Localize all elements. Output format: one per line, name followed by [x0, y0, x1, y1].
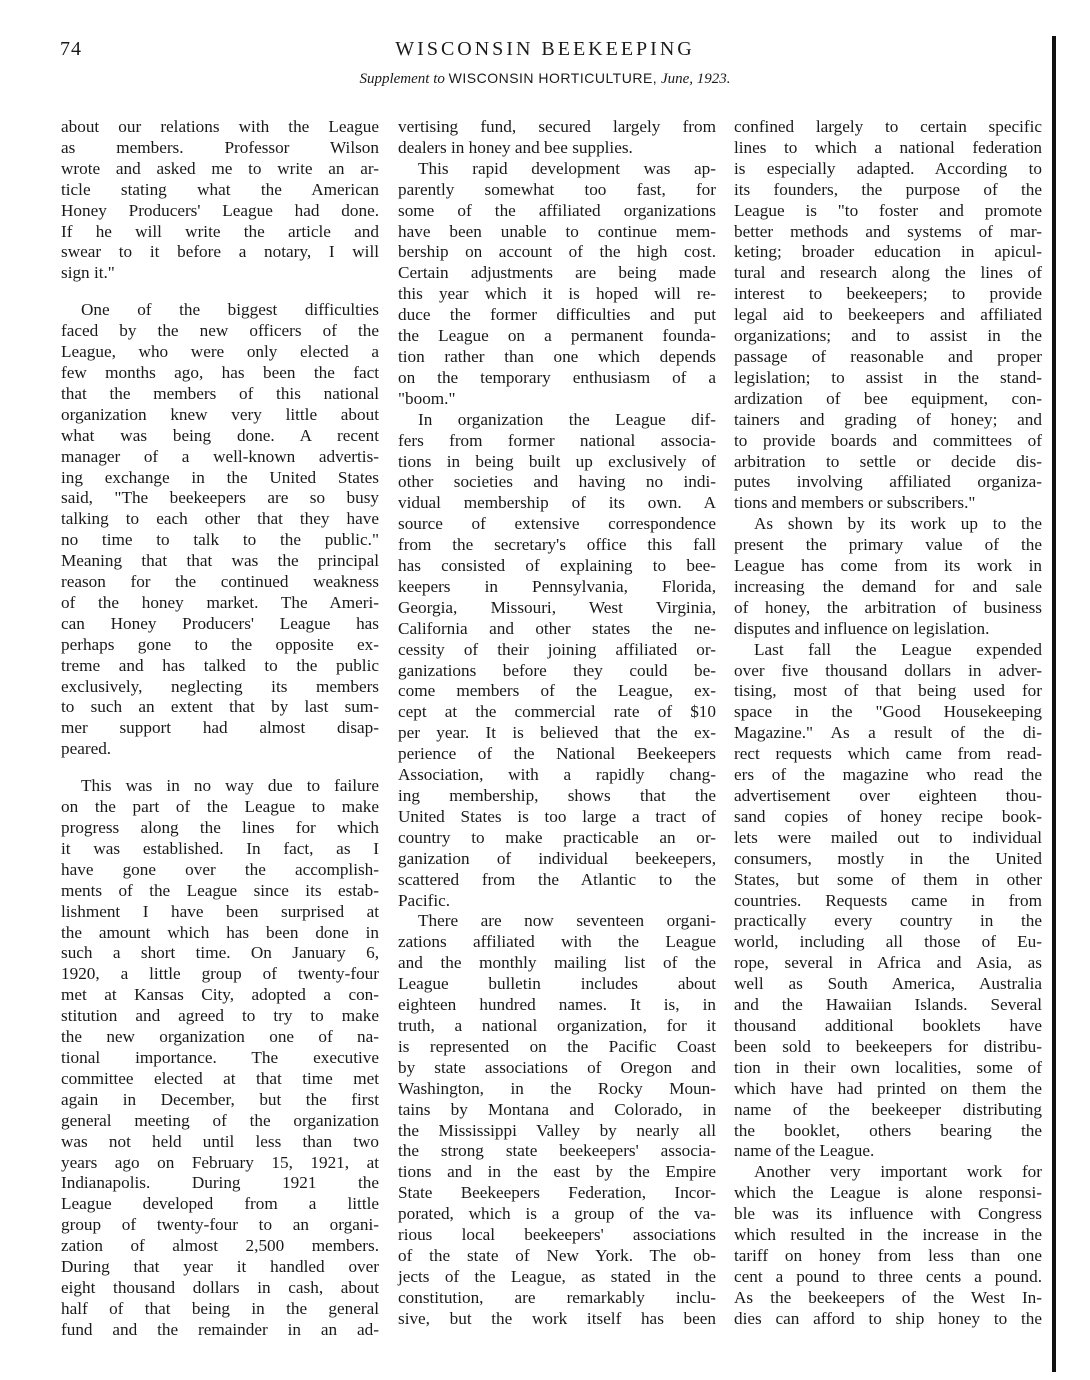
text-line: cept at the commercial rate of $10 [398, 702, 716, 722]
text-line: tural and research along the lines of [734, 263, 1042, 283]
text-line: This was in no way due to failure [81, 776, 379, 796]
text-line: country to make practicable an or- [398, 827, 716, 847]
text-line: treme and has talked to the public [61, 655, 379, 675]
text-line: organizations; and to assist in the [734, 326, 1042, 346]
text-line: has consisted of explaining to bee- [398, 556, 716, 576]
text-line: the strong state beekeepers' associa- [398, 1141, 716, 1161]
text-line: League developed from a little [61, 1194, 379, 1214]
text-line: legislation; to assist in the stand- [734, 367, 1042, 387]
text-line: Georgia, Missouri, West Virginia, [398, 597, 716, 617]
text-line: vertising fund, secured largely from [398, 117, 716, 136]
text-line: what was being done. A recent [61, 425, 379, 445]
page-number: 74 [60, 38, 82, 60]
text-line: manager of a well-known advertis- [61, 446, 379, 466]
text-line: thousand additional booklets have [734, 1015, 1042, 1035]
text-line: tion in their own localities, some of [734, 1057, 1042, 1077]
text-line: consumers, mostly in the United [734, 848, 1042, 868]
text-line: source of extensive correspondence [398, 514, 716, 534]
text-line: tional importance. The executive [61, 1047, 379, 1067]
text-line: tion rather than one which depends [398, 346, 716, 366]
text-line: faced by the new officers of the [61, 321, 379, 341]
text-line: League is "to foster and promote [734, 200, 1042, 220]
text-line: vidual membership of its own. A [398, 493, 716, 513]
text-line: United States is too large a tract of [398, 806, 716, 826]
text-line: League has come from its work in [734, 556, 1042, 576]
text-line: ing exchange in the United States [61, 467, 379, 487]
text-line: it was established. In fact, as I [61, 838, 379, 858]
text-line: name of the League. [734, 1141, 875, 1161]
text-line: During that year it handled over [61, 1257, 379, 1277]
journal-title: WISCONSIN BEEKEEPING [395, 38, 695, 60]
text-line: reason for the continued weakness [61, 572, 379, 592]
text-line: fers from former national associa- [398, 430, 716, 450]
text-line: One of the biggest difficulties [81, 300, 379, 320]
text-line: of the honey market. The Ameri- [61, 592, 379, 612]
text-line: to such an extent that by last sum- [61, 697, 379, 717]
text-line: which the League is alone responsi- [734, 1183, 1042, 1203]
supplement-journal: WISCONSIN HORTICULTURE, [448, 70, 658, 86]
text-line: from the secretary's office this fall [398, 535, 716, 555]
text-line: is especially adapted. According to [734, 158, 1042, 178]
text-line: some of the affiliated organizations [398, 200, 716, 220]
text-line: tions and members or subscribers." [734, 493, 976, 513]
text-line: parently somewhat too fast, for [398, 179, 716, 199]
text-line: the new organization one of na- [61, 1027, 379, 1047]
text-line: sand copies of honey recipe book- [734, 806, 1042, 826]
supplement-date: June, 1923. [660, 71, 731, 87]
text-line: the League on a permanent founda- [398, 326, 716, 346]
text-line: have gone over the accomplish- [61, 859, 379, 879]
text-line: interest to beekeepers; to provide [734, 284, 1042, 304]
text-line: well as South America, Australia [734, 974, 1042, 994]
text-column-3 [734, 117, 1042, 1330]
text-line: on the part of the League to make [61, 797, 379, 817]
text-line: few months ago, has been the fact [61, 362, 379, 382]
text-line: no time to talk to the public." [61, 530, 379, 550]
edge-rule [1052, 36, 1056, 1372]
text-line: countries. Requests came in from [734, 890, 1042, 910]
text-line: legal aid to beekeepers and affiliated [734, 305, 1042, 325]
text-line: about our relations with the League [61, 117, 379, 136]
text-line: ardization of bee equipment, con- [734, 388, 1042, 408]
text-column-2 [398, 117, 716, 1330]
text-line: disputes and influence on legislation. [734, 618, 990, 638]
text-line: that the members of this national [61, 383, 379, 403]
text-line: rious local beekeepers' associations [398, 1225, 716, 1245]
text-line: truth, a national organization, for it [398, 1015, 716, 1035]
text-line: as members. Professor Wilson [61, 137, 379, 157]
text-line: jects of the League, as stated in the [398, 1266, 716, 1286]
text-line: half of that being in the general [61, 1298, 379, 1318]
text-line: committee elected at that time met [61, 1068, 379, 1088]
text-line: of the state of New York. The ob- [398, 1245, 716, 1265]
text-line: zation of almost 2,500 members. [61, 1236, 379, 1256]
text-line: per year. It is believed that the ex- [398, 723, 716, 743]
text-line: perience of the National Beekeepers [398, 744, 716, 764]
text-line: As shown by its work up to the [754, 514, 1042, 534]
text-line: "boom." [398, 388, 456, 408]
text-line: cessity of their joining affiliated or- [398, 639, 716, 659]
text-line: of honey, the arbitration of business [734, 597, 1042, 617]
text-line: other societies and having no indi- [398, 472, 716, 492]
text-line: to provide boards and committees of [734, 430, 1042, 450]
text-line: States, but some of them in other [734, 869, 1042, 889]
text-line: passage of reasonable and proper [734, 346, 1042, 366]
text-line: bership on account of the high cost. [398, 242, 716, 262]
text-line: which resulted in the increase in the [734, 1225, 1042, 1245]
text-line: ticle stating what the American [61, 179, 379, 199]
supplement-prefix: Supplement to [359, 71, 445, 87]
text-line: its founders, the purpose of the [734, 179, 1042, 199]
text-line: rope, several in Africa and Asia, as [734, 953, 1042, 973]
text-line: There are now seventeen organi- [418, 911, 716, 931]
text-line: and the monthly mailing list of the [398, 953, 716, 973]
text-line: again in December, but the first [61, 1089, 379, 1109]
text-line: tariff on honey from less than one [734, 1245, 1042, 1265]
text-line: by state associations of Oregon and [398, 1057, 716, 1077]
text-line: peared. [61, 739, 112, 759]
text-line: ments of the League since its estab- [61, 880, 379, 900]
text-line: increasing the demand for and sale [734, 576, 1042, 596]
text-line: wrote and asked me to write an ar- [61, 158, 379, 178]
text-line: If he will write the article and [61, 221, 379, 241]
text-line: State Beekeepers Federation, Incor- [398, 1183, 716, 1203]
text-line: tions and in the east by the Empire [398, 1162, 716, 1182]
text-line: Honey Producers' League had done. [61, 200, 379, 220]
text-line: years ago on February 15, 1921, at [61, 1152, 379, 1172]
text-line: space in the "Good Housekeeping [734, 702, 1042, 722]
text-line: progress along the lines for which [61, 818, 379, 837]
text-line: better methods and systems of mar- [734, 221, 1042, 241]
text-line: scattered from the Atlantic to the [398, 869, 716, 889]
text-line: Magazine." As a result of the di- [734, 723, 1042, 743]
text-line: the booklet, others bearing the [734, 1120, 1042, 1140]
text-line: stitution and agreed to try to make [61, 1006, 379, 1026]
text-line: on the temporary enthusiasm of a [398, 367, 716, 387]
text-line: is represented on the Pacific Coast [398, 1036, 716, 1056]
text-line: lets were mailed out to individual [734, 827, 1042, 847]
text-line: dies can afford to ship honey to the [734, 1308, 1042, 1328]
text-line: Pacific. [398, 890, 451, 910]
text-line: porated, which is a group of the va- [398, 1204, 716, 1224]
text-line: Last fall the League expended [754, 639, 1042, 659]
text-line: practically every country in the [734, 911, 1042, 931]
text-line: dealers in honey and bee supplies. [398, 137, 633, 157]
text-line: exclusively, neglecting its members [61, 676, 379, 696]
text-column-1 [61, 117, 379, 1341]
text-line: lishment I have been surprised at [61, 901, 379, 921]
text-line: met at Kansas City, adopted a con- [61, 985, 379, 1005]
text-line: ganization of individual beekeepers, [398, 848, 716, 868]
text-line: Indianapolis. During 1921 the [61, 1173, 379, 1193]
supplement-line [0, 70, 1090, 88]
text-line: mer support had almost disap- [61, 718, 379, 738]
text-line: perhaps gone to the opposite ex- [61, 634, 379, 654]
text-line: Washington, in the Rocky Moun- [398, 1078, 716, 1098]
text-line: arbitration to settle or decide dis- [734, 451, 1042, 471]
text-line: and the Hawaiian Islands. Several [734, 995, 1042, 1015]
text-line: this year which it is hoped will re- [398, 284, 716, 304]
text-line: which have had printed on them the [734, 1078, 1042, 1098]
text-line: tising, most of that being used for [734, 681, 1042, 701]
text-line: confined largely to certain specific [734, 117, 1042, 136]
text-line: organization knew very little about [61, 404, 379, 424]
text-line: general meeting of the organization [61, 1110, 379, 1130]
text-line: eight thousand dollars in cash, about [61, 1277, 379, 1297]
text-line: name of the beekeeper distributing [734, 1099, 1042, 1119]
text-line: been sold to beekeepers for distribu- [734, 1036, 1042, 1056]
text-line: As the beekeepers of the West In- [734, 1287, 1042, 1307]
text-line: Another very important work for [754, 1162, 1042, 1182]
text-line: was not held until less than two [61, 1131, 379, 1151]
text-line: League bulletin includes about [398, 974, 716, 994]
text-line: have been unable to continue mem- [398, 221, 716, 241]
text-line: can Honey Producers' League has [61, 613, 379, 633]
text-line: Meaning that that was the principal [61, 551, 379, 571]
text-line: In organization the League dif- [418, 409, 716, 429]
text-line: ing membership, shows that the [398, 786, 716, 805]
text-line: group of twenty-four to an organi- [61, 1215, 379, 1235]
text-line: putes involving affiliated organiza- [734, 472, 1042, 492]
text-line: rect requests which came from read- [734, 744, 1042, 764]
text-line: zations affiliated with the League [398, 932, 716, 952]
text-line: fund and the remainder in an ad- [61, 1319, 379, 1339]
text-line: keting; broader education in apicul- [734, 242, 1042, 262]
text-line: said, "The beekeepers are so busy [61, 488, 379, 508]
text-line: sive, but the work itself has been [398, 1308, 716, 1328]
text-line: ganizations before they could be- [398, 660, 716, 680]
text-line: ble was its influence with Congress [734, 1204, 1042, 1224]
text-line: advertisement over eighteen thou- [734, 786, 1042, 805]
text-line: cent a pound to three cents a pound. [734, 1266, 1042, 1286]
text-line: over five thousand dollars in adver- [734, 660, 1042, 680]
text-line: League, who were only elected a [61, 342, 379, 362]
text-line: come members of the League, ex- [398, 681, 716, 701]
text-line: This rapid development was ap- [418, 158, 716, 178]
text-line: keepers in Pennsylvania, Florida, [398, 576, 716, 596]
text-line: eighteen hundred names. It is, in [398, 995, 716, 1015]
text-line: the Mississippi Valley by nearly all [398, 1120, 716, 1140]
text-line: world, including all those of Eu- [734, 932, 1042, 952]
text-line: 1920, a little group of twenty-four [61, 964, 379, 984]
text-line: ers of the magazine who read the [734, 765, 1042, 785]
text-line: constitution, are remarkably inclu- [398, 1287, 716, 1307]
text-line: California and other states the ne- [398, 618, 716, 638]
text-line: lines to which a national federation [734, 137, 1042, 157]
text-line: Certain adjustments are being made [398, 263, 716, 283]
text-line: tions in being built up exclusively of [398, 451, 716, 471]
text-line: Association, with a rapidly chang- [398, 765, 716, 785]
text-line: such a short time. On January 6, [61, 943, 379, 963]
text-line: duce the former difficulties and put [398, 305, 716, 325]
text-line: tainers and grading of honey; and [734, 409, 1042, 429]
text-line: swear to it before a notary, I will [61, 242, 379, 262]
text-line: tains by Montana and Colorado, in [398, 1099, 716, 1119]
text-line: talking to each other that they have [61, 509, 379, 529]
text-line: sign it." [61, 263, 115, 283]
text-line: present the primary value of the [734, 535, 1042, 555]
text-line: the amount which has been done in [61, 922, 379, 942]
